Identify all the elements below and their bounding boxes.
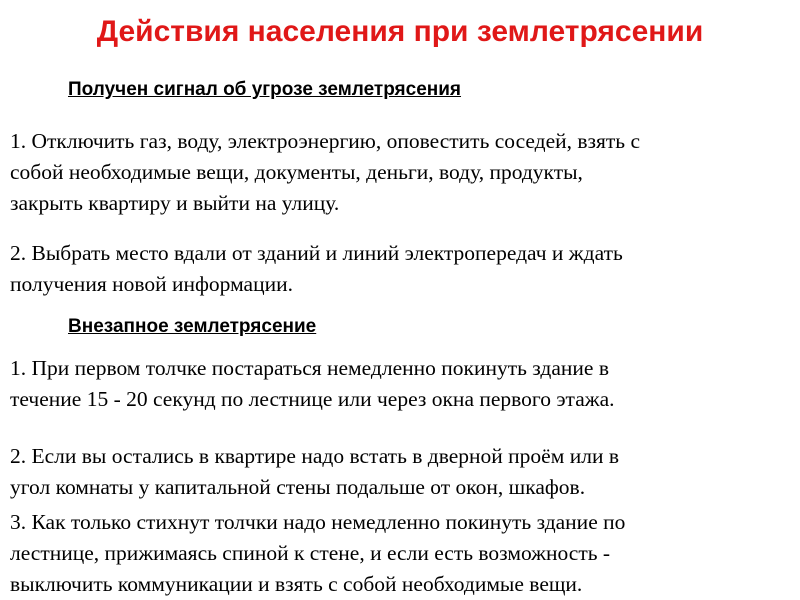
warning-item-2-line-2: получения новой информации. [10, 272, 293, 296]
sudden-item-2-line-1: 2. Если вы остались в квартире надо встать в дверной проём или в [10, 444, 619, 468]
warning-item-1-line-3: закрыть квартиру и выйти на улицу. [10, 191, 340, 215]
warning-item-1-line-2: собой необходимые вещи, документы, деньги, воду, продукты, [10, 160, 583, 184]
sudden-item-2-line-2: угол комнаты у капитальной стены подальше от окон, шкафов. [10, 475, 586, 499]
sudden-item-1-line-1: 1. При первом толчке постараться немедленно покинуть здание в [10, 356, 609, 380]
sudden-item-1 [10, 353, 792, 415]
sudden-item-3 [10, 507, 792, 600]
section-warning-heading: Получен сигнал об угрозе землетрясения [68, 79, 462, 100]
warning-item-2 [10, 238, 792, 300]
warning-item-1 [10, 126, 792, 219]
sudden-item-2 [10, 441, 792, 503]
section-sudden-heading: Внезапное землетрясение [68, 316, 317, 337]
slide-title: Действия населения при землетрясении [96, 15, 704, 48]
sudden-item-3-line-2: лестнице, прижимаясь спиной к стене, и если есть возможность - [10, 541, 611, 565]
warning-item-1-line-1: 1. Отключить газ, воду, электроэнергию, оповестить соседей, взять с [10, 129, 641, 153]
warning-item-2-line-1: 2. Выбрать место вдали от зданий и линий электропередач и ждать [10, 241, 623, 265]
sudden-item-3-line-3: выключить коммуникации и взять с собой необходимые вещи. [10, 572, 583, 596]
sudden-item-3-line-1: 3. Как только стихнут толчки надо немедленно покинуть здание по [10, 510, 626, 534]
sudden-item-1-line-2: течение 15 - 20 секунд по лестнице или через окна первого этажа. [10, 387, 615, 411]
